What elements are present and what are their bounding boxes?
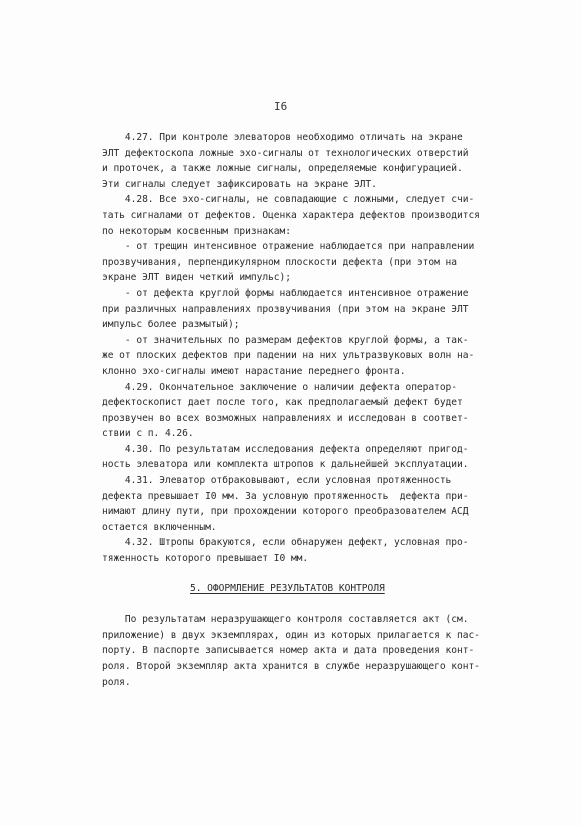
text-line: роля. — [102, 676, 131, 688]
text-line: прозвучен во всех возможных направлениях и исследован в соответ- — [102, 412, 469, 424]
text-line: остается включенным. — [102, 521, 217, 533]
text-line: - от дефекта круглой формы наблюдается интенсивное отражение — [102, 287, 469, 299]
text-line: - от значительных по размерам дефектов круглой формы, а так- — [102, 334, 469, 346]
section-gap — [102, 596, 502, 612]
text-line: тать сигналами от дефектов. Оценка характера дефектов производится — [102, 209, 480, 221]
text-line: при различных направлениях прозвучивания (при этом на экране ЭЛТ — [102, 303, 469, 315]
text-line: клонно эхо-сигналы имеют нарастание переднего фронта. — [102, 365, 406, 377]
text-line: 4.27. При контроле элеваторов необходимо отличать на экране — [102, 132, 463, 143]
text-line: Эти сигналы следует зафиксировать на экране ЭЛТ. — [102, 178, 377, 190]
section-heading: 5. ОФОРМЛЕНИЕ РЕЗУЛЬТАТОВ КОНТРОЛЯ — [190, 582, 385, 594]
text-line: по некоторым косвенным признакам: — [102, 225, 291, 237]
text-line: ность элеватора или комплекта штропов к дальнейшей эксплуатации. — [102, 459, 469, 471]
text-line: приложение) в двух экземплярах, один из которых прилагается к пас- — [102, 629, 480, 641]
text-line: дефекта превышает I0 мм. За условную протяженность дефекта при- — [102, 490, 469, 502]
text-line: ЭЛТ дефектоскопа ложные эхо-сигналы от технологических отверстий — [102, 147, 469, 159]
text-line: 4.31. Элеватор отбраковывают, если условная протяженность — [102, 475, 452, 487]
text-line: же от плоских дефектов при падении на них ультразвуковых волн на- — [102, 350, 475, 362]
text-line: По результатам неразрушающего контроля составляется акт (см. — [102, 614, 469, 626]
text-line: 4.29. Окончательное заключение о наличии дефекта оператор- — [102, 381, 458, 393]
page-number: I6 — [274, 100, 288, 113]
text-line: прозвучивания, перпендикулярном плоскости дефекта (при этом на — [102, 256, 458, 268]
text-line: роля. Второй экземпляр акта хранится в службе неразрушающего конт- — [102, 661, 480, 672]
text-line: импульс более размытый); — [102, 319, 240, 331]
text-line: нимают длину пути, при прохождении которого преобразователем АСД — [102, 506, 469, 518]
text-line: 4.30. По результатам исследования дефекта определяют пригод- — [102, 443, 469, 455]
text-line: 4.32. Штропы бракуются, если обнаружен дефект, условная про- — [102, 537, 469, 549]
text-line: - от трещин интенсивное отражение наблюдается при направлении — [102, 241, 475, 253]
text-line: дефектоскопист дает после того, как предполагаемый дефект будет — [102, 397, 463, 409]
text-line: 4.28. Все эхо-сигналы, не совпадающие с ложными, следует счи- — [102, 194, 475, 206]
document-body — [102, 130, 502, 690]
text-line: ствии с п. 4.26. — [102, 428, 194, 440]
text-line: тяженность которого превышает I0 мм. — [102, 553, 309, 565]
section-gap — [102, 567, 502, 581]
text-line: порту. В паспорте записывается номер акта и дата проведения конт- — [102, 645, 475, 657]
text-line: экране ЭЛТ виден четкий импульс); — [102, 272, 291, 284]
text-line: и проточек, а также ложные сигналы, определяемые конфигурацией. — [102, 163, 463, 175]
